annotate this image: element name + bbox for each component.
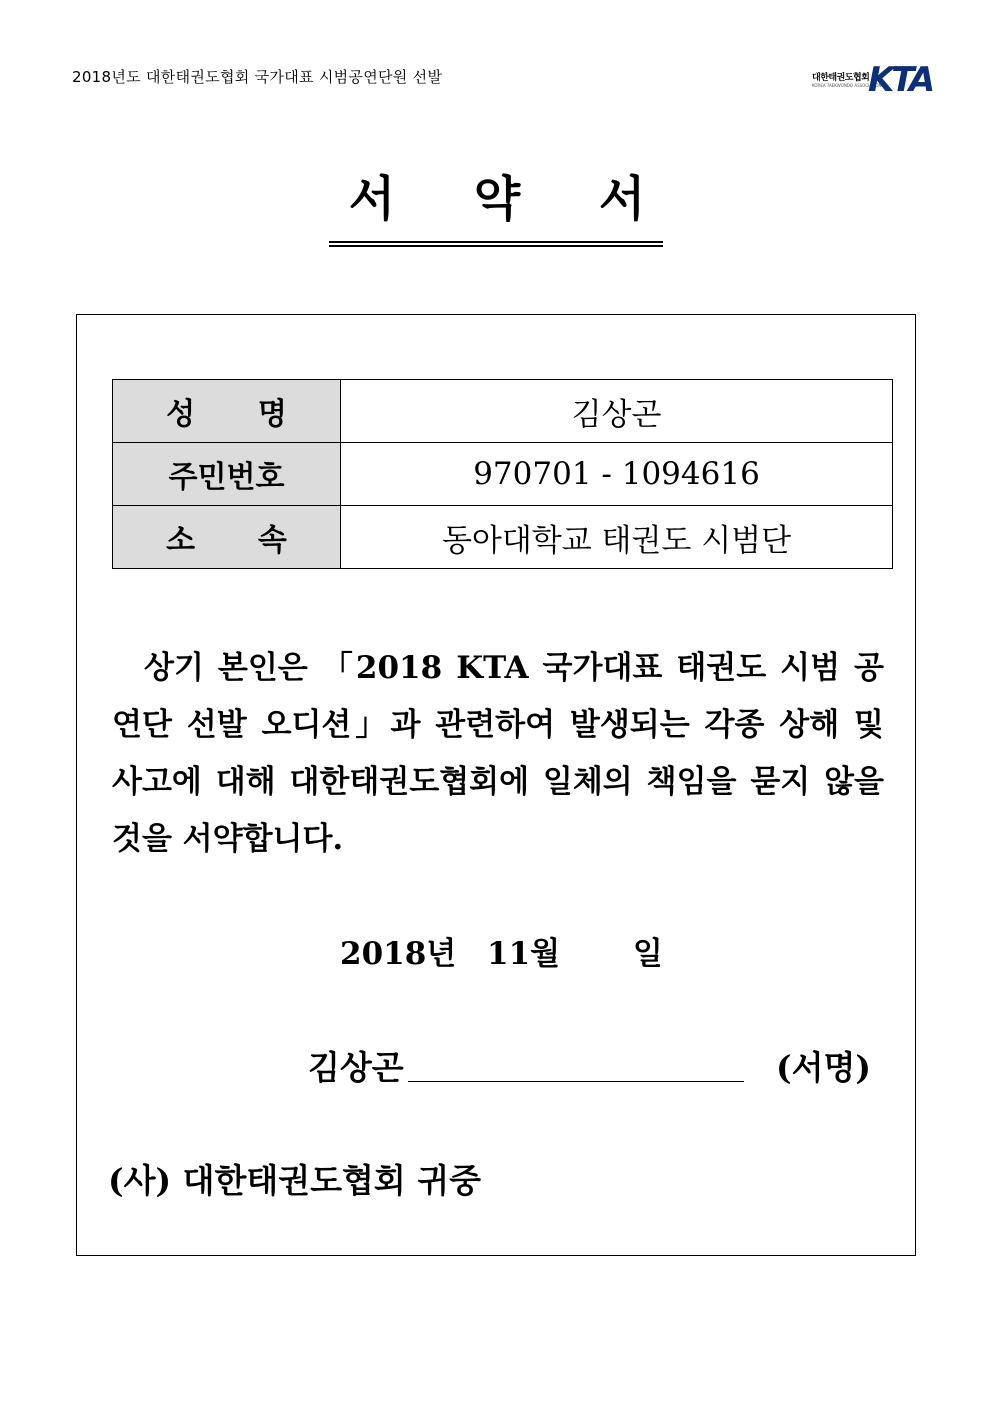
table-row [113, 443, 893, 506]
logo-english-name: KOREA TAEKWONDO ASSOCIATION [812, 83, 882, 88]
title-underline-second [329, 245, 663, 247]
signer-name: 김상곤 [308, 1048, 404, 1087]
pledge-paragraph [112, 640, 884, 868]
date-line [340, 928, 663, 973]
table-row [113, 506, 893, 569]
info-table [112, 379, 893, 569]
date-month: 11월 [487, 936, 561, 972]
title-underline [329, 241, 663, 243]
id-number-label: 주민번호 [113, 443, 341, 506]
name-value: 김상곤 [341, 380, 893, 443]
signature-line [408, 1081, 744, 1082]
affiliation-label: 소 속 [113, 506, 341, 569]
logo-korean-name: 대한태권도협회 [812, 73, 870, 83]
table-row [113, 380, 893, 443]
addressee: (사) 대한태권도협회 귀중 [108, 1161, 481, 1200]
logo-mark: KTA [868, 60, 933, 100]
document-title: 서 약 서 [348, 171, 646, 227]
name-label: 성 명 [113, 380, 341, 443]
id-number-value: 970701 - 1094616 [341, 443, 893, 506]
kta-logo [812, 60, 933, 100]
date-day: 일 [632, 936, 663, 972]
affiliation-value: 동아대학교 태권도 시범단 [341, 506, 893, 569]
signature-label: (서명) [776, 1048, 871, 1087]
pledge-text: 상기 본인은 「2018 KTA 국가대표 태권도 시범 공연단 선발 오디션」과 관련하여 발생되는 각종 상해 및 사고에 대해 대한태권도협회에 일체의 책임을 묻지 않을 것을 서약합니다. [112, 650, 884, 857]
document-header: 2018년도 대한태권도협회 국가대표 시범공연단원 선발 [72, 68, 443, 86]
date-year: 2018년 [340, 936, 457, 972]
